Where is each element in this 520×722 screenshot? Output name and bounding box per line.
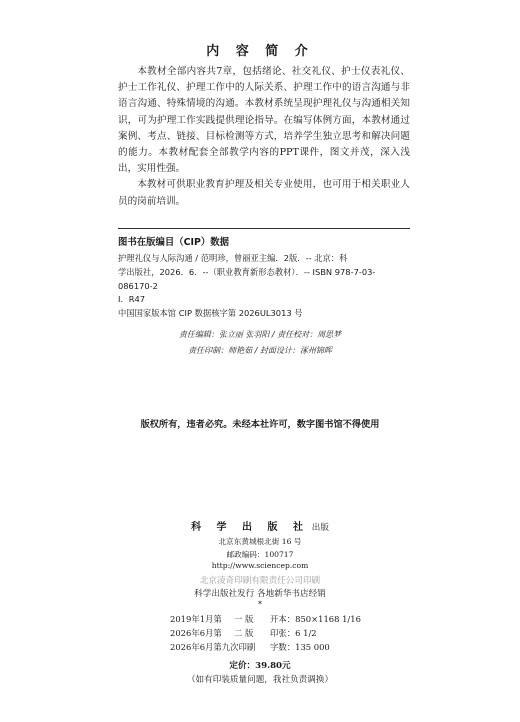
cip-line: 中国国家版本馆 CIP 数据核字第 2026UL3013 号 [118, 308, 303, 319]
publisher-website[interactable]: http://www.sciencep.com [211, 561, 309, 570]
editors-line-2: 责任印制：师艳茹 / 封面设计：涿州锦晖 [188, 346, 332, 355]
copyright-notice: 版权所有，违者必究。未经本社许可，数字图书馆不得使用 [140, 419, 380, 430]
publisher-line [0, 518, 520, 533]
publisher-name: 科 学 出 版 社 [191, 522, 309, 533]
publisher-postcode: 邮政编码：100717 [226, 550, 294, 559]
cip-line: 护理礼仪与人际沟通 / 范明珍，曾丽亚主编．2版．-- 北京：科 [118, 253, 348, 263]
printer-line: 北京凌奇印刷有限责任公司印刷 [199, 576, 321, 586]
cip-line: Ⅰ．R47 [118, 294, 146, 305]
price: 定价：39.80元 [229, 661, 291, 671]
publisher-suffix: 出版 [311, 523, 329, 533]
intro-title: 内 容 简 介 [206, 44, 314, 59]
intro-body [118, 64, 410, 210]
table-row: 2026年6月第 二 版 印张：6 1/2 [170, 628, 317, 638]
cip-block [118, 252, 414, 321]
editors-line-1: 责任编辑：张立丽 张羽阳 / 责任校对：周思梦 [178, 330, 342, 339]
publisher-address: 北京东黄城根北街 16 号 [218, 537, 302, 546]
cip-top-rule [118, 228, 410, 229]
distribution-line: 科学出版社发行 各地新华书店经销 [194, 589, 326, 599]
quality-note: （如有印装质量问题，我社负责调换） [186, 675, 334, 685]
table-row: 2026年6月第九次印刷 字数：135 000 [170, 642, 330, 652]
cip-heading: 图书在版编目（CIP）数据 [118, 237, 229, 248]
cip-line: 学出版社，2026．6．--（职业教育新形态教材）．-- ISBN 978-7-03- [118, 266, 376, 277]
star-divider: * [258, 600, 262, 609]
intro-paragraph: 本教材全部内容共7章，包括绪论、社交礼仪、护士仪表礼仪、护士工作礼仪、护理工作中的人际关系、护理工作中的语言沟通与非语言沟通、特殊情境的沟通。本教材系统呈现护理礼仪与沟通相关知识，可为护理工作实践提供理论指导。在编写体例方面，本教材通过案例、考点、链接、目标检测等方式，培养学生独立思考和解决问题的能力。本教材配套全部教学内容的PPT课件，图文并茂，深入浅出，实用性强。 [118, 66, 410, 175]
publication-table [170, 612, 370, 654]
table-row: 2019年1月第 一 版 开本：850×1168 1/16 [170, 614, 361, 624]
intro-paragraph: 本教材可供职业教育护理及相关专业使用，也可用于相关职业人员的岗前培训。 [118, 179, 410, 207]
cip-line: 086170-2 [118, 280, 158, 291]
